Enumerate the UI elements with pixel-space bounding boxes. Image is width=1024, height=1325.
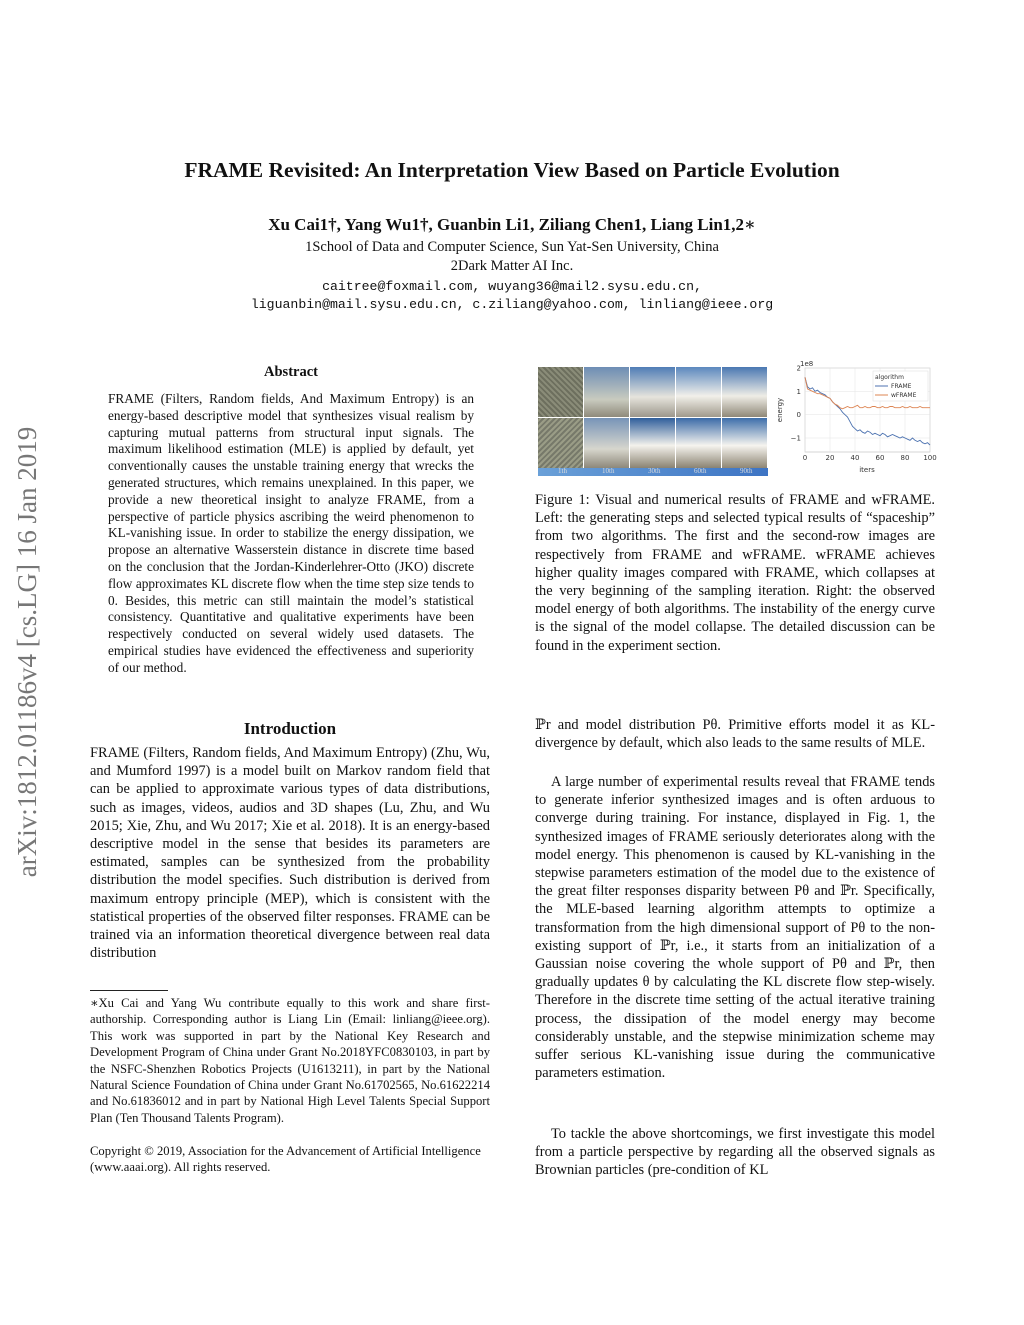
thumb-label-10: 10th bbox=[602, 467, 615, 475]
abstract-heading: Abstract bbox=[264, 364, 318, 380]
footnote-rule bbox=[90, 990, 168, 991]
thumb-wframe-60 bbox=[676, 418, 721, 468]
x-tick-label: 60 bbox=[875, 454, 885, 462]
legend-frame-label: FRAME bbox=[891, 383, 912, 390]
thumb-label-1: 1th bbox=[558, 467, 567, 475]
thumb-wframe-90 bbox=[722, 418, 767, 468]
legend bbox=[873, 371, 928, 401]
y-tick-label: 2 bbox=[796, 364, 801, 373]
legend-title: algorithm bbox=[875, 374, 904, 381]
x-tick-label: 40 bbox=[850, 454, 860, 462]
copyright-text: Copyright © 2019, Association for the Advancement of Artificial Intelligence (www.aaai.org). All rights reserved. bbox=[90, 1144, 481, 1175]
footnote-text: ∗Xu Cai and Yang Wu contribute equally to this work and share first-authorship. Corresponding author is Liang Lin (Email: linliang@ieee.org). This work was supported in part by the National Key Research and Development Program of China under Grant No.2018YFC0830103, in part by the NSFC-Shenzhen Robotics Projects (U1613211), in part by the National Natural Science Foundation of China under Grant No.61702565, No.61622214 and No.61836012 and in part by National High Level Talents Special Support Plan (Ten Thousand Talents Program). bbox=[90, 996, 490, 1125]
y-tick-label: −1 bbox=[790, 434, 801, 443]
abstract-text: FRAME (Filters, Random fields, And Maximum Entropy) is an energy-based descriptive model that synthesizes visual realism by capturing mutual patterns from structural input signals. The maximum likelihood estimation (MLE) is applied by default, yet conventionally causes the unstable training energy that wrecks the generated structures, which remains unexplained. In this paper, we provide a new theoretical insight to analyze FRAME, from a perspective of particle physics ascribing the weird phenomenon to KL-vanishing issue. In order to stabilize the energy dissipation, we propose an alternative Wasserstein distance in discrete time based on the conclusion that the Jordan-Kinderlehrer-Otto (JKO) discrete flow approximates KL discrete flow when the time step size tends to 0. Besides, this metric can still maintain the model’s statistical consistency. Quantitative and qualitative experiments have been respectively conducted on several widely used datasets. The empirical studies have evidenced the effectiveness and superiority of our method. bbox=[108, 391, 474, 675]
affiliation-1: 1School of Data and Computer Science, Sun Yat-Sen University, China bbox=[305, 239, 719, 255]
energy-chart bbox=[770, 358, 940, 478]
y-tick-label: 0 bbox=[796, 411, 801, 420]
figure-thumbnails bbox=[538, 367, 768, 475]
y-axis-label: energy bbox=[776, 397, 784, 423]
arxiv-stamp: arXiv:1812.01186v4 [cs.LG] 16 Jan 2019 bbox=[12, 426, 42, 878]
right-para-3: To tackle the above shortcomings, we first investigate this model from a particle perspective by regarding all the observed signals as Brownian particles (pre-condition of KL bbox=[535, 1126, 935, 1179]
legend-wframe-label: wFRAME bbox=[891, 392, 917, 399]
thumb-frame-60 bbox=[676, 367, 721, 417]
x-tick-label: 0 bbox=[802, 454, 808, 462]
thumb-label-30: 30th bbox=[648, 467, 661, 475]
thumb-wframe-10 bbox=[584, 418, 629, 468]
thumb-frame-30 bbox=[630, 367, 675, 417]
email-line-2: liguanbin@mail.sysu.edu.cn, c.ziliang@yahoo.com, linliang@ieee.org bbox=[250, 297, 774, 312]
x-tick-label: 20 bbox=[825, 454, 835, 462]
introduction-text: FRAME (Filters, Random fields, And Maximum Entropy) (Zhu, Wu, and Mumford 1997) is a model built on Markov random field that can be applied to approximate various types of data distributions, such as images, videos, audios and 3D shapes (Lu, Zhu, and Wu 2015; Xie, Zhu, and Wu 2017; Xie et al. 2018). It is an energy-based descriptive model in the sense that besides its parameters are estimated, samples can be synthesized from the probability distribution the model specifies. Such distribution is derived from maximum entropy principle (MEP), which is consistent with the statistical properties of the observed filter responses. FRAME can be trained via an information theoretical divergence between real data distribution bbox=[90, 745, 490, 962]
figure-caption: Figure 1: Visual and numerical results of FRAME and wFRAME. Left: the generating steps and selected typical results of “spaceship” from two algorithms. The first and the second-row images are respectively from FRAME and wFRAME. wFRAME achieves higher quality images compared with FRAME, which collapses at the very beginning of the sampling iteration. Right: the observed model energy of both algorithms. The instability of the energy curve is the signal of the model collapse. The detailed discussion can be found in the experiment section. bbox=[535, 492, 935, 654]
paper-title: FRAME Revisited: An Interpretation View Based on Particle Evolution bbox=[184, 158, 840, 182]
email-line-1: caitree@foxmail.com, wuyang36@mail2.sysu.edu.cn, bbox=[322, 279, 702, 294]
right-para-1: ℙr and model distribution Pθ. Primitive efforts model it as KL-divergence by default, which also leads to the same results of MLE. bbox=[535, 717, 935, 752]
introduction-heading: Introduction bbox=[243, 719, 337, 738]
thumb-label-90: 90th bbox=[740, 467, 753, 475]
x-axis-label: iters bbox=[859, 466, 875, 474]
thumb-label-60: 60th bbox=[694, 467, 707, 475]
thumb-frame-1 bbox=[538, 367, 583, 417]
y-multiplier: 1e8 bbox=[800, 360, 814, 368]
x-tick-label: 100 bbox=[923, 454, 937, 462]
thumb-wframe-30 bbox=[630, 418, 675, 468]
thumb-frame-90 bbox=[722, 367, 767, 417]
thumb-wframe-1 bbox=[538, 418, 583, 468]
affiliation-2: 2Dark Matter AI Inc. bbox=[450, 258, 574, 274]
y-tick-label: 1 bbox=[796, 387, 801, 396]
right-para-2: A large number of experimental results reveal that FRAME tends to generate inferior synthesized images and is often arduous to converge during training. For instance, displayed in Fig. 1, the synthesized images of FRAME seriously deteriorates along with the model energy. This phenomenon is caused by KL-vanishing in the stepwise parameters estimation of the model due to the existence of the great filter responses disparity between Pθ and ℙr. Specifically, the MLE-based learning algorithm attempts to optimize a transformation from the high dimensional support of Pθ to the non-existing support of ℙr, i.e., it starts from an initialization of a Gaussian noise covering the whole support of Pθ and ℙr, then gradually updates θ by calculating the KL discrete flow step-wisely. Therefore in the discrete time setting of the actual iterative training process, the dissipation of the model energy may become considerably unstable, and the stepwise minimization scheme may suffer serious KL-vanishing issue during the communicative parameters estimation. bbox=[535, 774, 935, 1082]
x-tick-label: 80 bbox=[900, 454, 910, 462]
author-list: Xu Cai1†, Yang Wu1†, Guanbin Li1, Ziliang Chen1, Liang Lin1,2∗ bbox=[268, 215, 756, 234]
thumb-frame-10 bbox=[584, 367, 629, 417]
